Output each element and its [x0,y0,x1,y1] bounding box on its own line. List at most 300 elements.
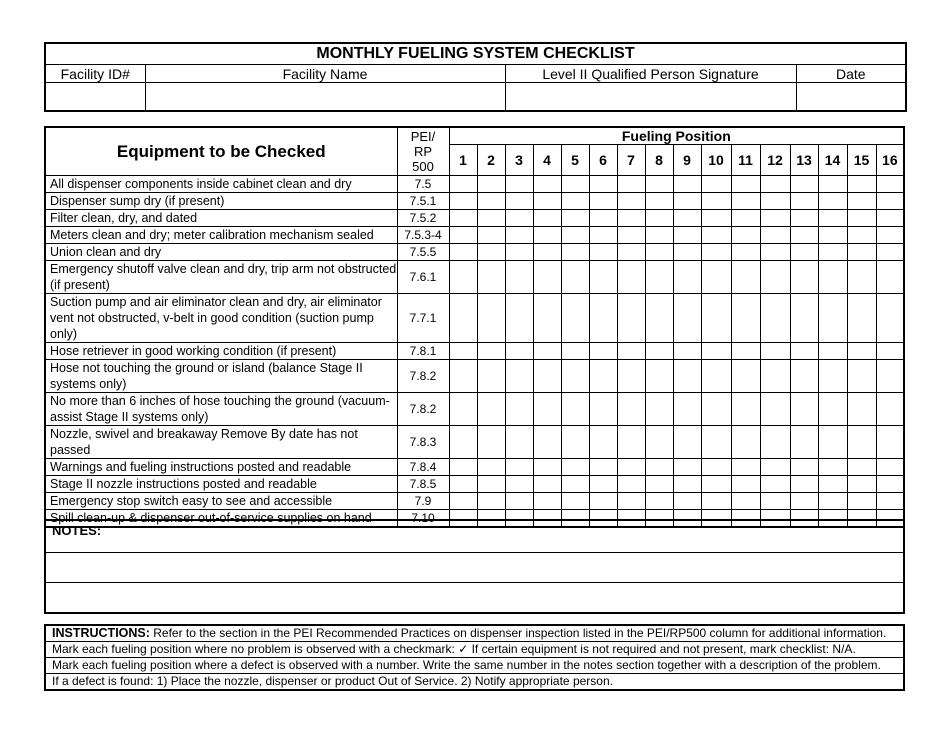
check-cell[interactable] [760,426,790,459]
check-cell[interactable] [449,244,477,261]
check-cell[interactable] [731,393,760,426]
position-number: 4 [533,145,561,176]
check-cell[interactable] [533,426,561,459]
check-cell[interactable] [818,261,847,294]
check-cell[interactable] [731,294,760,343]
position-number: 1 [449,145,477,176]
check-cell[interactable] [760,476,790,493]
check-cell[interactable] [673,244,701,261]
check-cell[interactable] [818,426,847,459]
check-cell[interactable] [505,261,533,294]
check-cell[interactable] [701,176,731,193]
check-cell[interactable] [533,294,561,343]
check-cell[interactable] [847,193,876,210]
check-cell[interactable] [790,393,818,426]
equipment-item: Warnings and fueling instructions posted and readable [45,459,397,476]
check-cell[interactable] [477,493,505,510]
check-cell[interactable] [645,459,673,476]
check-cell[interactable] [701,360,731,393]
check-cell[interactable] [790,343,818,360]
check-cell[interactable] [617,227,645,244]
form-title: MONTHLY FUELING SYSTEM CHECKLIST [45,43,906,65]
check-cell[interactable] [876,261,904,294]
pei-reference: 7.8.2 [397,393,449,426]
check-cell[interactable] [477,459,505,476]
check-cell[interactable] [876,493,904,510]
date-field[interactable] [796,83,906,112]
check-cell[interactable] [876,294,904,343]
instructions-line-1 [45,625,904,642]
equipment-item: Spill clean-up & dispenser out-of-service supplies on hand [45,510,397,528]
check-cell[interactable] [477,176,505,193]
check-cell[interactable] [760,193,790,210]
check-cell[interactable] [645,261,673,294]
pei-header-line: RP [413,144,433,159]
check-cell[interactable] [561,244,589,261]
check-cell[interactable] [533,176,561,193]
check-cell[interactable] [617,176,645,193]
table-row [45,343,904,360]
check-cell[interactable] [673,193,701,210]
pei-reference: 7.6.1 [397,261,449,294]
check-cell[interactable] [760,393,790,426]
check-cell[interactable] [561,227,589,244]
check-cell[interactable] [477,393,505,426]
check-cell[interactable] [876,193,904,210]
check-cell[interactable] [645,476,673,493]
check-cell[interactable] [731,176,760,193]
check-cell[interactable] [847,261,876,294]
check-cell[interactable] [505,193,533,210]
equipment-item: Emergency stop switch easy to see and accessible [45,493,397,510]
check-cell[interactable] [760,244,790,261]
check-cell[interactable] [617,193,645,210]
check-cell[interactable] [645,493,673,510]
check-cell[interactable] [505,426,533,459]
check-cell[interactable] [760,227,790,244]
check-cell[interactable] [477,476,505,493]
check-cell[interactable] [701,343,731,360]
check-cell[interactable] [561,176,589,193]
check-cell[interactable] [731,426,760,459]
check-cell[interactable] [847,393,876,426]
check-cell[interactable] [818,210,847,227]
check-cell[interactable] [818,244,847,261]
check-cell[interactable] [505,360,533,393]
check-cell[interactable] [701,244,731,261]
check-cell[interactable] [505,343,533,360]
instructions-table [44,624,905,691]
check-cell[interactable] [790,493,818,510]
check-cell[interactable] [617,261,645,294]
check-cell[interactable] [731,244,760,261]
equipment-item: Hose not touching the ground or island (balance Stage II systems only) [45,360,397,393]
check-cell[interactable] [589,459,617,476]
check-cell[interactable] [673,294,701,343]
check-cell[interactable] [818,393,847,426]
check-cell[interactable] [790,294,818,343]
check-cell[interactable] [477,244,505,261]
check-cell[interactable] [673,459,701,476]
check-cell[interactable] [561,343,589,360]
check-cell[interactable] [561,476,589,493]
check-cell[interactable] [818,227,847,244]
check-cell[interactable] [477,294,505,343]
check-cell[interactable] [533,261,561,294]
table-row [45,193,904,210]
instructions-text: Refer to the section in the PEI Recommended Practices on dispenser inspection listed in the PEI/RP500 column for additional information. [149,626,887,640]
check-cell[interactable] [645,343,673,360]
check-cell[interactable] [731,459,760,476]
check-cell[interactable] [533,210,561,227]
date-label: Date [796,65,906,83]
position-number: 9 [673,145,701,176]
facility-name-label: Facility Name [145,65,505,83]
equipment-item: Filter clean, dry, and dated [45,210,397,227]
equipment-item: Suction pump and air eliminator clean and dry, air eliminator vent not obstructed, v-belt in good condition (suction pump only) [45,294,397,343]
check-cell[interactable] [617,210,645,227]
check-cell[interactable] [645,227,673,244]
check-cell[interactable] [505,493,533,510]
check-cell[interactable] [589,493,617,510]
check-cell[interactable] [847,227,876,244]
check-cell[interactable] [673,176,701,193]
equipment-item: Union clean and dry [45,244,397,261]
check-cell[interactable] [449,393,477,426]
check-cell[interactable] [847,210,876,227]
check-cell[interactable] [645,294,673,343]
check-cell[interactable] [731,493,760,510]
table-row [45,476,904,493]
position-number: 8 [645,145,673,176]
check-cell[interactable] [876,244,904,261]
check-cell[interactable] [561,360,589,393]
pei-reference: 7.9 [397,493,449,510]
pei-header-line: PEI/ [410,129,436,144]
check-cell[interactable] [818,476,847,493]
check-cell[interactable] [701,393,731,426]
check-cell[interactable] [847,294,876,343]
equipment-item: Emergency shutoff valve clean and dry, trip arm not obstructed (if present) [45,261,397,294]
check-cell[interactable] [673,360,701,393]
check-cell[interactable] [533,459,561,476]
instructions-line-4: If a defect is found: 1) Place the nozzle, dispenser or product Out of Service. 2) Notify appropriate person. [45,674,904,691]
pei-reference: 7.8.5 [397,476,449,493]
check-cell[interactable] [533,343,561,360]
check-cell[interactable] [617,476,645,493]
check-cell[interactable] [533,244,561,261]
check-cell[interactable] [818,493,847,510]
check-cell[interactable] [533,360,561,393]
check-cell[interactable] [449,294,477,343]
check-cell[interactable] [505,227,533,244]
check-cell[interactable] [533,476,561,493]
check-cell[interactable] [589,294,617,343]
check-cell[interactable] [790,426,818,459]
check-cell[interactable] [449,360,477,393]
check-cell[interactable] [673,493,701,510]
check-cell[interactable] [645,244,673,261]
position-number: 13 [790,145,818,176]
check-cell[interactable] [449,343,477,360]
position-number: 16 [876,145,904,176]
check-cell[interactable] [876,393,904,426]
instructions-label: INSTRUCTIONS: [52,626,150,640]
pei-reference: 7.5 [397,176,449,193]
check-cell[interactable] [449,176,477,193]
check-cell[interactable] [561,261,589,294]
check-cell[interactable] [477,210,505,227]
check-cell[interactable] [589,193,617,210]
position-number: 15 [847,145,876,176]
pei-reference: 7.8.4 [397,459,449,476]
check-cell[interactable] [589,261,617,294]
check-cell[interactable] [760,210,790,227]
check-cell[interactable] [818,343,847,360]
check-cell[interactable] [589,476,617,493]
check-cell[interactable] [561,426,589,459]
equipment-item: Hose retriever in good working condition (if present) [45,343,397,360]
facility-name-field[interactable] [145,83,505,112]
position-number: 3 [505,145,533,176]
check-cell[interactable] [533,193,561,210]
signature-label: Level II Qualified Person Signature [505,65,796,83]
check-cell[interactable] [876,459,904,476]
check-cell[interactable] [701,210,731,227]
check-cell[interactable] [731,227,760,244]
check-cell[interactable] [847,459,876,476]
table-row [45,426,904,459]
check-cell[interactable] [477,360,505,393]
equipment-item: All dispenser components inside cabinet clean and dry [45,176,397,193]
check-cell[interactable] [760,176,790,193]
check-cell[interactable] [673,227,701,244]
check-cell[interactable] [477,261,505,294]
position-number: 5 [561,145,589,176]
check-cell[interactable] [847,343,876,360]
check-cell[interactable] [701,476,731,493]
check-cell[interactable] [760,360,790,393]
equipment-item: Dispenser sump dry (if present) [45,193,397,210]
check-cell[interactable] [818,459,847,476]
table-row [45,493,904,510]
position-number: 7 [617,145,645,176]
instructions-line-3: Mark each fueling position where a defect is observed with a number. Write the same number in the notes section together with a description of the problem. [45,658,904,674]
check-cell[interactable] [876,227,904,244]
check-cell[interactable] [818,193,847,210]
check-cell[interactable] [790,227,818,244]
table-row [45,294,904,343]
check-cell[interactable] [701,227,731,244]
check-cell[interactable] [617,493,645,510]
check-cell[interactable] [673,426,701,459]
check-cell[interactable] [760,459,790,476]
check-cell[interactable] [847,244,876,261]
check-cell[interactable] [505,459,533,476]
check-cell[interactable] [790,360,818,393]
check-cell[interactable] [477,193,505,210]
check-cell[interactable] [449,459,477,476]
check-cell[interactable] [449,476,477,493]
check-cell[interactable] [505,210,533,227]
check-cell[interactable] [790,176,818,193]
check-cell[interactable] [477,227,505,244]
notes-table [44,519,905,614]
pei-reference: 7.5.1 [397,193,449,210]
check-cell[interactable] [589,227,617,244]
check-cell[interactable] [589,244,617,261]
check-cell[interactable] [561,393,589,426]
check-cell[interactable] [701,261,731,294]
check-cell[interactable] [449,426,477,459]
check-cell[interactable] [617,426,645,459]
check-cell[interactable] [589,360,617,393]
notes-line[interactable] [45,553,904,583]
notes-label: NOTES: [45,520,904,553]
check-cell[interactable] [477,343,505,360]
check-cell[interactable] [790,476,818,493]
table-row [45,261,904,294]
facility-id-field[interactable] [45,83,145,112]
check-cell[interactable] [876,176,904,193]
check-cell[interactable] [645,426,673,459]
check-cell[interactable] [505,476,533,493]
check-cell[interactable] [561,493,589,510]
check-cell[interactable] [790,261,818,294]
check-cell[interactable] [673,343,701,360]
check-cell[interactable] [673,476,701,493]
check-cell[interactable] [673,210,701,227]
check-cell[interactable] [449,227,477,244]
check-cell[interactable] [645,176,673,193]
check-cell[interactable] [760,294,790,343]
equipment-item: Stage II nozzle instructions posted and readable [45,476,397,493]
check-cell[interactable] [731,261,760,294]
checklist-table [44,126,905,528]
check-cell[interactable] [645,210,673,227]
check-cell[interactable] [818,176,847,193]
equipment-header: Equipment to be Checked [45,127,397,176]
check-cell[interactable] [645,193,673,210]
check-cell[interactable] [449,193,477,210]
check-cell[interactable] [760,493,790,510]
check-cell[interactable] [617,244,645,261]
table-row [45,393,904,426]
check-cell[interactable] [731,210,760,227]
table-row [45,244,904,261]
check-cell[interactable] [505,244,533,261]
check-cell[interactable] [449,210,477,227]
check-cell[interactable] [847,176,876,193]
check-cell[interactable] [673,393,701,426]
check-cell[interactable] [561,294,589,343]
check-cell[interactable] [847,360,876,393]
check-cell[interactable] [790,244,818,261]
check-cell[interactable] [617,360,645,393]
check-cell[interactable] [790,459,818,476]
check-cell[interactable] [760,343,790,360]
check-cell[interactable] [533,493,561,510]
check-cell[interactable] [876,210,904,227]
check-cell[interactable] [589,210,617,227]
check-cell[interactable] [760,261,790,294]
check-cell[interactable] [617,343,645,360]
pei-reference: 7.5.2 [397,210,449,227]
table-row [45,360,904,393]
check-cell[interactable] [589,176,617,193]
notes-line[interactable] [45,583,904,614]
check-cell[interactable] [505,393,533,426]
check-cell[interactable] [876,426,904,459]
check-cell[interactable] [847,426,876,459]
position-number: 14 [818,145,847,176]
check-cell[interactable] [818,360,847,393]
check-cell[interactable] [701,426,731,459]
pei-reference: 7.10 [397,510,449,528]
check-cell[interactable] [617,459,645,476]
check-cell[interactable] [617,294,645,343]
check-cell[interactable] [731,193,760,210]
equipment-item: Meters clean and dry; meter calibration mechanism sealed [45,227,397,244]
check-cell[interactable] [876,476,904,493]
check-cell[interactable] [731,360,760,393]
check-cell[interactable] [876,343,904,360]
pei-rp500-header [397,127,449,176]
table-row [45,227,904,244]
check-cell[interactable] [449,261,477,294]
check-cell[interactable] [505,176,533,193]
position-number: 12 [760,145,790,176]
check-cell[interactable] [847,493,876,510]
check-cell[interactable] [505,294,533,343]
instructions-line-2: Mark each fueling position where no problem is observed with a checkmark: ✓ If certain equipment is not required and not present, mark checklist: N/A. [45,642,904,658]
check-cell[interactable] [561,193,589,210]
check-cell[interactable] [561,210,589,227]
position-number: 2 [477,145,505,176]
pei-reference: 7.8.2 [397,360,449,393]
header-table [44,42,907,112]
check-cell[interactable] [790,210,818,227]
check-cell[interactable] [589,343,617,360]
check-cell[interactable] [589,426,617,459]
check-cell[interactable] [876,360,904,393]
check-cell[interactable] [589,393,617,426]
table-row [45,176,904,193]
check-cell[interactable] [790,193,818,210]
check-cell[interactable] [701,459,731,476]
check-cell[interactable] [533,227,561,244]
check-cell[interactable] [731,343,760,360]
facility-id-label: Facility ID# [45,65,145,83]
pei-reference: 7.5.5 [397,244,449,261]
check-cell[interactable] [645,393,673,426]
check-cell[interactable] [449,493,477,510]
check-cell[interactable] [477,426,505,459]
signature-field[interactable] [505,83,796,112]
check-cell[interactable] [818,294,847,343]
check-cell[interactable] [701,193,731,210]
check-cell[interactable] [701,493,731,510]
check-cell[interactable] [617,393,645,426]
check-cell[interactable] [561,459,589,476]
check-cell[interactable] [673,261,701,294]
check-cell[interactable] [731,476,760,493]
check-cell[interactable] [847,476,876,493]
check-cell[interactable] [533,393,561,426]
check-cell[interactable] [701,294,731,343]
check-cell[interactable] [645,360,673,393]
pei-reference: 7.5.3-4 [397,227,449,244]
